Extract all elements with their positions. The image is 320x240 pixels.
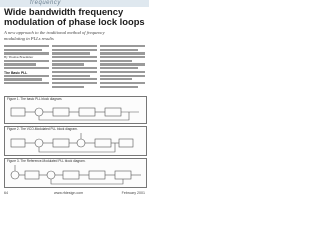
figure-3 [4, 158, 147, 188]
text-line [52, 82, 97, 84]
text-line [52, 86, 84, 88]
body-column-1 [4, 45, 49, 93]
text-line [100, 60, 132, 62]
text-line [52, 71, 97, 73]
figure-3-caption: Figure 3. The Reference-Modulated PLL block diagram. [7, 159, 86, 163]
text-line [100, 75, 145, 77]
text-line [52, 67, 97, 69]
text-line [100, 56, 145, 58]
text-line [52, 52, 90, 54]
byline: By Thomas Bruemmer [4, 55, 34, 60]
text-line [52, 78, 97, 80]
text-line [100, 45, 145, 47]
text-line [100, 67, 138, 69]
text-line [100, 78, 132, 80]
text-line [100, 71, 145, 73]
text-line [52, 45, 97, 47]
subhead: The Basic PLL [4, 70, 28, 75]
text-line [4, 78, 42, 80]
body-column-2 [52, 45, 97, 93]
figure-2 [4, 126, 147, 156]
section-label: frequency [30, 0, 61, 6]
figure-2-caption: Figure 2. The VCO-Modulated PLL block diagram. [7, 127, 78, 131]
title-line-1: Wide bandwidth frequency [4, 6, 124, 17]
figure-1 [4, 96, 147, 124]
title-line-2: modulation of phase lock loops [4, 16, 145, 27]
text-line [52, 63, 84, 65]
text-line [4, 45, 49, 47]
lede-line-1: A new approach to the traditional method of frequency [4, 30, 105, 35]
text-line [4, 75, 49, 77]
text-line [52, 75, 90, 77]
figure-1-caption: Figure 1. The basic PLL block diagram. [7, 97, 63, 101]
page-footer [4, 190, 145, 196]
page [0, 0, 149, 198]
text-line [4, 82, 49, 84]
page-number: 64 [4, 191, 8, 195]
text-line [4, 67, 49, 69]
text-line [100, 52, 145, 54]
text-line [100, 49, 138, 51]
website-link[interactable]: www.rfdesign.com [54, 191, 84, 195]
lede-line-2: modulating in PLLs results [4, 35, 54, 41]
text-line [4, 63, 36, 65]
figure-1-block-diagram [5, 102, 146, 123]
text-line [4, 49, 42, 51]
text-line [100, 86, 138, 88]
issue-date: February 2001 [121, 191, 145, 195]
text-line [52, 49, 97, 51]
text-line [100, 63, 145, 65]
text-line [52, 56, 97, 58]
text-line [100, 82, 145, 84]
article-lede [4, 30, 144, 41]
figure-2-block-diagram [5, 132, 146, 155]
body-column-3 [100, 45, 145, 93]
article-title [4, 7, 146, 27]
text-line [4, 60, 49, 62]
text-line [52, 60, 97, 62]
figure-3-block-diagram [5, 164, 146, 187]
